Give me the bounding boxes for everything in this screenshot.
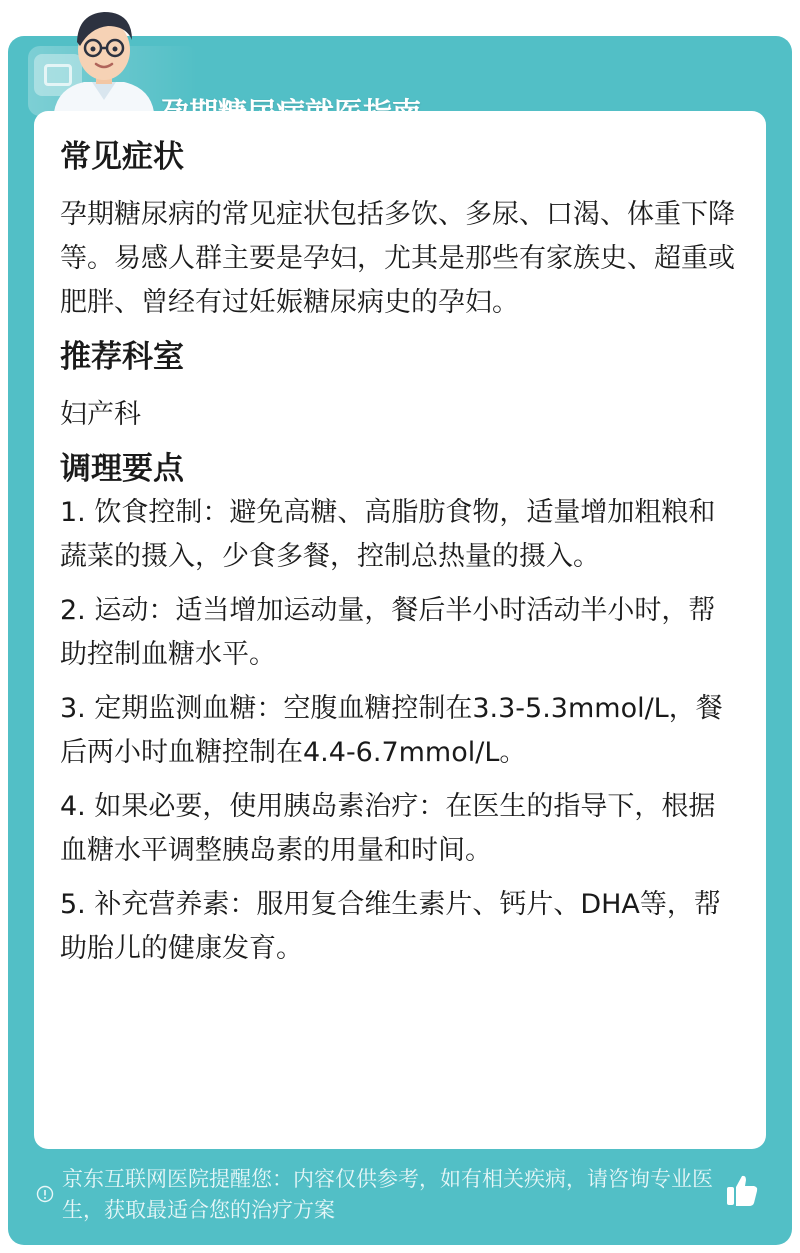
section-heading-symptoms: 常见症状 [60,139,184,175]
care-item: 5. 补充营养素：服用复合维生素片、钙片、DHA等，帮助胎儿的健康发育。 [60,889,721,964]
content-card [34,111,766,1149]
section-heading-care: 调理要点 [60,451,184,487]
section-heading-department: 推荐科室 [60,339,184,375]
content [60,135,740,971]
doctor-avatar [44,0,164,112]
disclaimer-text: 京东互联网医院提醒您：内容仅供参考，如有相关疾病，请咨询专业医生，获取最适合您的治疗方案 [62,1167,713,1222]
info-icon [36,1185,54,1203]
care-item: 4. 如果必要，使用胰岛素治疗：在医生的指导下，根据血糖水平调整胰岛素的用量和时间。 [60,791,716,866]
care-item: 2. 运动：适当增加运动量，餐后半小时活动半小时，帮助控制血糖水平。 [60,595,716,670]
care-item: 1. 饮食控制：避免高糖、高脂肪食物，适量增加粗粮和蔬菜的摄入，少食多餐，控制总热量的摄入。 [60,497,716,572]
department-text: 妇产科 [60,399,141,430]
symptoms-text: 孕期糖尿病的常见症状包括多饮、多尿、口渴、体重下降等。易感人群主要是孕妇，尤其是那些有家族史、超重或肥胖、曾经有过妊娠糖尿病史的孕妇。 [60,199,735,318]
thumbs-up-icon[interactable] [725,1172,759,1208]
care-item: 3. 定期监测血糖：空腹血糖控制在3.3-5.3mmol/L，餐后两小时血糖控制在4.4-6.7mmol/L。 [60,693,723,768]
